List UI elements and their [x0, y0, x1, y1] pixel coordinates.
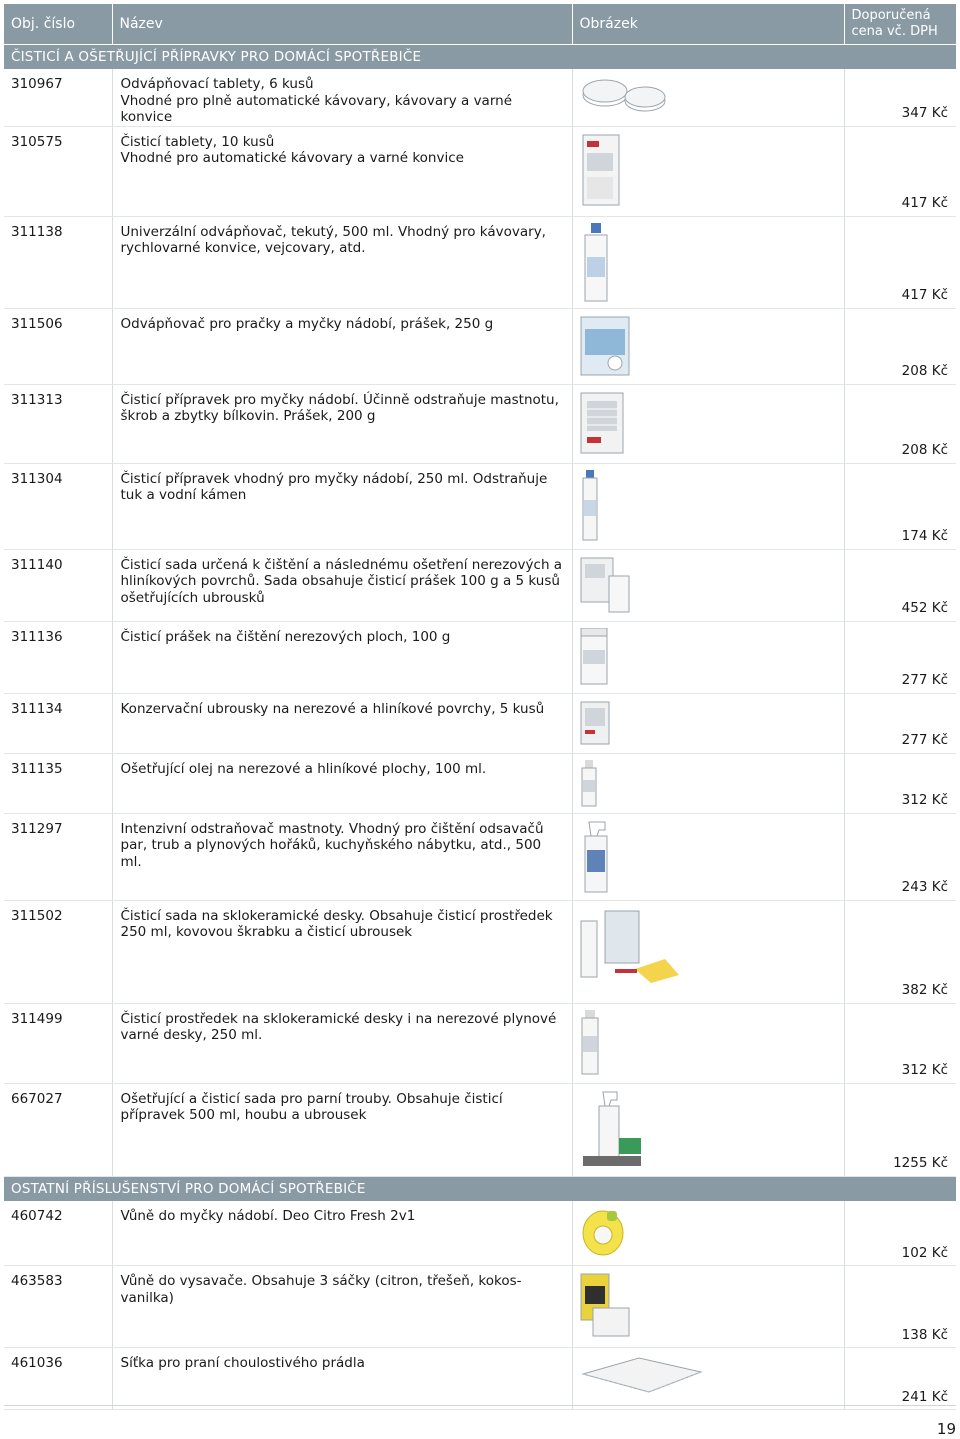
product-description-text: Čisticí přípravek pro myčky nádobí. Účinně odstraňuje mastnotu, škrob a zbytky bílkovin. Prášek, 200 g	[120, 391, 559, 424]
product-image	[572, 693, 844, 753]
product-image	[572, 1201, 844, 1266]
table-row	[4, 384, 956, 463]
table-row	[4, 1348, 956, 1410]
product-price: 417 Kč	[844, 126, 956, 216]
table-row	[4, 549, 956, 621]
section-title: ČISTICÍ A OŠETŘUJÍCÍ PŘÍPRAVKY PRO DOMÁCÍ SPOTŘEBIČE	[4, 45, 956, 70]
product-price: 312 Kč	[844, 1003, 956, 1083]
header-image: Obrázek	[572, 4, 844, 45]
fragrance-pack-icon	[579, 1272, 631, 1343]
product-code: 311499	[4, 1003, 112, 1083]
table-row	[4, 308, 956, 384]
deo-icon	[579, 1207, 627, 1264]
product-price: 138 Kč	[844, 1266, 956, 1348]
product-description	[112, 463, 572, 549]
product-price: 241 Kč	[844, 1348, 956, 1410]
tablet-box-icon	[579, 133, 623, 214]
header-price-line2: cena vč. DPH	[851, 24, 938, 39]
header-price-line1: Doporučená	[851, 8, 931, 23]
product-price: 312 Kč	[844, 753, 956, 813]
spray-bottle-icon	[579, 820, 613, 899]
header-code: Obj. číslo	[4, 4, 112, 45]
product-image	[572, 549, 844, 621]
table-row	[4, 753, 956, 813]
product-image	[572, 900, 844, 1003]
product-description-text: Konzervační ubrousky na nerezové a hliníkové povrchy, 5 kusů	[120, 700, 545, 717]
product-image	[572, 69, 844, 126]
product-code: 311506	[4, 308, 112, 384]
product-image	[572, 1348, 844, 1410]
product-image	[572, 126, 844, 216]
small-bottle-icon	[579, 760, 599, 813]
product-description	[112, 69, 572, 126]
product-price: 417 Kč	[844, 216, 956, 308]
table-row	[4, 69, 956, 126]
product-price: 1255 Kč	[844, 1083, 956, 1176]
product-price: 452 Kč	[844, 549, 956, 621]
product-price: 277 Kč	[844, 693, 956, 753]
product-description	[112, 1348, 572, 1410]
table-row	[4, 1266, 956, 1348]
product-description-text: Odvápňovač pro pračky a myčky nádobí, prášek, 250 g	[120, 315, 494, 332]
product-code: 460742	[4, 1201, 112, 1266]
product-image	[572, 753, 844, 813]
product-description	[112, 549, 572, 621]
product-price: 208 Kč	[844, 308, 956, 384]
product-code: 463583	[4, 1266, 112, 1348]
product-description	[112, 753, 572, 813]
product-description	[112, 813, 572, 900]
product-code: 311502	[4, 900, 112, 1003]
product-code: 311134	[4, 693, 112, 753]
kit-icon	[579, 556, 631, 619]
product-code: 311313	[4, 384, 112, 463]
product-description	[112, 1003, 572, 1083]
jar-icon	[579, 628, 609, 691]
product-description-text: Čisticí prášek na čištění nerezových ploch, 100 g	[120, 628, 451, 645]
product-code: 311138	[4, 216, 112, 308]
product-image	[572, 463, 844, 549]
product-code: 310575	[4, 126, 112, 216]
cleaner-bottle-icon	[579, 1010, 601, 1081]
product-description	[112, 1266, 572, 1348]
laundry-net-icon	[579, 1354, 705, 1401]
product-description-text: Čisticí tablety, 10 kusů Vhodné pro automatické kávovary a varné konvice	[120, 133, 464, 166]
header-name: Název	[112, 4, 572, 45]
product-price: 382 Kč	[844, 900, 956, 1003]
page-number: 19	[936, 1420, 956, 1438]
product-image	[572, 1003, 844, 1083]
bottle-icon	[579, 223, 613, 308]
product-code: 461036	[4, 1348, 112, 1410]
table-header	[4, 4, 956, 45]
product-description-text: Síťka pro praní choulostivého prádla	[120, 1355, 365, 1371]
oven-kit-icon	[579, 1090, 645, 1175]
section-header	[4, 45, 956, 70]
product-description	[112, 1083, 572, 1176]
table-row	[4, 813, 956, 900]
product-description	[112, 693, 572, 753]
product-description-text: Čisticí sada na sklokeramické desky. Obsahuje čisticí prostředek 250 ml, kovovou škrabku a čisticí ubrousek	[120, 907, 553, 940]
table-row	[4, 1003, 956, 1083]
ceramic-kit-icon	[579, 907, 683, 990]
product-image	[572, 1083, 844, 1176]
table-row	[4, 216, 956, 308]
product-price: 208 Kč	[844, 384, 956, 463]
product-description	[112, 621, 572, 693]
product-code: 667027	[4, 1083, 112, 1176]
table-row	[4, 621, 956, 693]
tablets-icon	[579, 75, 671, 120]
product-description	[112, 900, 572, 1003]
section-title: OSTATNÍ PŘÍSLUŠENSTVÍ PRO DOMÁCÍ SPOTŘEBIČE	[4, 1176, 956, 1201]
product-image	[572, 384, 844, 463]
product-image	[572, 216, 844, 308]
product-description-text: Vůně do vysavače. Obsahuje 3 sáčky (citron, třešeň, kokos-vanilka)	[120, 1273, 522, 1306]
product-price: 174 Kč	[844, 463, 956, 549]
product-code: 310967	[4, 69, 112, 126]
wipes-icon	[579, 700, 611, 751]
product-description-text: Čisticí přípravek vhodný pro myčky nádobí, 250 ml. Odstraňuje tuk a vodní kámen	[120, 470, 548, 503]
header-price	[844, 4, 956, 45]
product-table	[4, 4, 956, 1410]
product-description-text: Ošetřující olej na nerezové a hliníkové plochy, 100 ml.	[120, 760, 487, 777]
product-image	[572, 813, 844, 900]
product-description	[112, 216, 572, 308]
table-row	[4, 900, 956, 1003]
bottom-divider	[4, 1405, 956, 1406]
product-description-text: Vůně do myčky nádobí. Deo Citro Fresh 2v1	[120, 1207, 416, 1224]
product-image	[572, 1266, 844, 1348]
dishwasher-box-icon	[579, 391, 625, 460]
product-description-text: Univerzální odvápňovač, tekutý, 500 ml. Vhodný pro kávovary, rychlovarné konvice, vejcovary, atd.	[120, 223, 546, 256]
product-description-text: Ošetřující a čisticí sada pro parní trouby. Obsahuje čisticí přípravek 500 ml, houbu a ubrousek	[120, 1090, 503, 1123]
product-price: 277 Kč	[844, 621, 956, 693]
product-description	[112, 126, 572, 216]
product-description-text: Čisticí sada určená k čištění a následnému ošetření nerezových a hliníkových povrchů. Sada obsahuje čisticí prášek 100 g a 5 kusů ošetřujících ubrousků	[120, 556, 563, 606]
powder-box-icon	[579, 315, 631, 382]
table-row	[4, 463, 956, 549]
table-row	[4, 1201, 956, 1266]
section-header	[4, 1176, 956, 1201]
product-image	[572, 308, 844, 384]
product-description-text: Čisticí prostředek na sklokeramické desky i na nerezové plynové varné desky, 250 ml.	[120, 1010, 557, 1043]
product-image	[572, 621, 844, 693]
product-description	[112, 384, 572, 463]
product-code: 311140	[4, 549, 112, 621]
product-description-text: Intenzivní odstraňovač mastnoty. Vhodný pro čištění odsavačů par, trub a plynových hořáků, kuchyňského nábytku, atd., 500 ml.	[120, 820, 544, 870]
product-code: 311297	[4, 813, 112, 900]
product-code: 311304	[4, 463, 112, 549]
product-description-text: Odvápňovací tablety, 6 kusů Vhodné pro plně automatické kávovary, kávovary a varné konvice	[120, 76, 513, 125]
product-description	[112, 1201, 572, 1266]
table-row	[4, 1083, 956, 1176]
product-description	[112, 308, 572, 384]
product-code: 311136	[4, 621, 112, 693]
table-row	[4, 693, 956, 753]
slim-bottle-icon	[579, 470, 601, 547]
product-price: 102 Kč	[844, 1201, 956, 1266]
product-price: 347 Kč	[844, 69, 956, 126]
product-code: 311135	[4, 753, 112, 813]
table-row	[4, 126, 956, 216]
product-price: 243 Kč	[844, 813, 956, 900]
